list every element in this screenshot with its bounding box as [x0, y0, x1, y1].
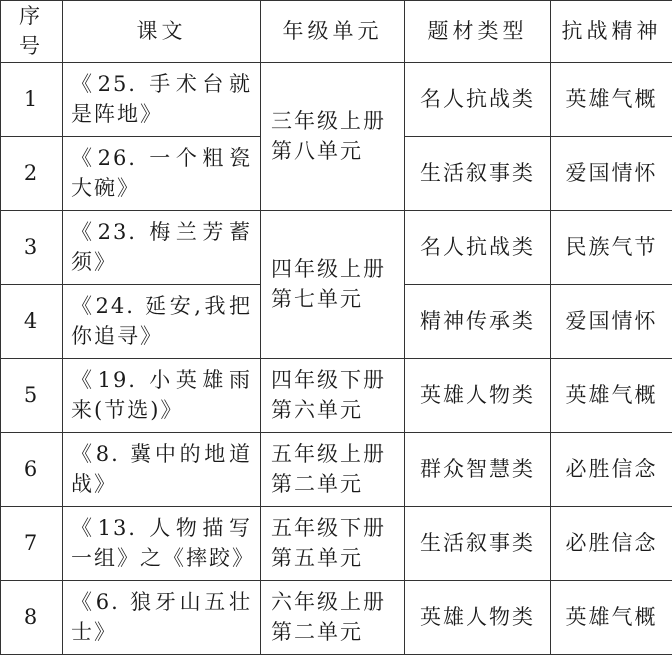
row-lesson: 《6. 狼牙山五壮士》 — [63, 580, 261, 654]
row-index: 1 — [1, 62, 63, 136]
row-index: 8 — [1, 580, 63, 654]
row-index: 5 — [1, 358, 63, 432]
row-index: 4 — [1, 284, 63, 358]
table-row — [1, 358, 672, 432]
table-row — [1, 62, 672, 136]
table-row — [1, 580, 672, 654]
row-lesson: 《26. 一个粗瓷大碗》 — [63, 136, 261, 210]
row-spirit: 爱国情怀 — [551, 136, 672, 210]
row-index: 7 — [1, 506, 63, 580]
header-theme-type: 题材类型 — [405, 1, 551, 63]
row-spirit: 必胜信念 — [551, 506, 672, 580]
row-index: 6 — [1, 432, 63, 506]
row-theme-type: 英雄人物类 — [405, 580, 551, 654]
row-index: 3 — [1, 210, 63, 284]
row-spirit: 英雄气概 — [551, 62, 672, 136]
row-theme-type: 名人抗战类 — [405, 62, 551, 136]
row-lesson: 《8. 冀中的地道战》 — [63, 432, 261, 506]
row-lesson: 《13. 人物描写一组》之《摔跤》 — [63, 506, 261, 580]
row-unit: 四年级下册第六单元 — [261, 358, 405, 432]
row-lesson: 《25. 手术台就是阵地》 — [63, 62, 261, 136]
row-theme-type: 生活叙事类 — [405, 136, 551, 210]
row-theme-type: 英雄人物类 — [405, 358, 551, 432]
row-unit: 三年级上册第八单元 — [261, 62, 405, 210]
row-spirit: 爱国情怀 — [551, 284, 672, 358]
row-index: 2 — [1, 136, 63, 210]
row-theme-type: 名人抗战类 — [405, 210, 551, 284]
row-theme-type: 群众智慧类 — [405, 432, 551, 506]
row-spirit: 必胜信念 — [551, 432, 672, 506]
header-row — [1, 1, 672, 63]
header-index: 序号 — [1, 1, 63, 63]
row-unit: 六年级上册第二单元 — [261, 580, 405, 654]
table-row — [1, 432, 672, 506]
row-theme-type: 生活叙事类 — [405, 506, 551, 580]
header-unit: 年级单元 — [261, 1, 405, 63]
table-row — [1, 210, 672, 284]
row-spirit: 英雄气概 — [551, 580, 672, 654]
row-lesson: 《24. 延安,我把你追寻》 — [63, 284, 261, 358]
row-unit: 五年级下册第五单元 — [261, 506, 405, 580]
table-row — [1, 506, 672, 580]
row-unit: 五年级上册第二单元 — [261, 432, 405, 506]
row-lesson: 《23. 梅兰芳蓄须》 — [63, 210, 261, 284]
row-lesson: 《19. 小英雄雨来(节选)》 — [63, 358, 261, 432]
row-spirit: 民族气节 — [551, 210, 672, 284]
row-unit: 四年级上册第七单元 — [261, 210, 405, 358]
row-theme-type: 精神传承类 — [405, 284, 551, 358]
header-lesson: 课文 — [63, 1, 261, 63]
row-spirit: 英雄气概 — [551, 358, 672, 432]
header-spirit: 抗战精神 — [551, 1, 672, 63]
